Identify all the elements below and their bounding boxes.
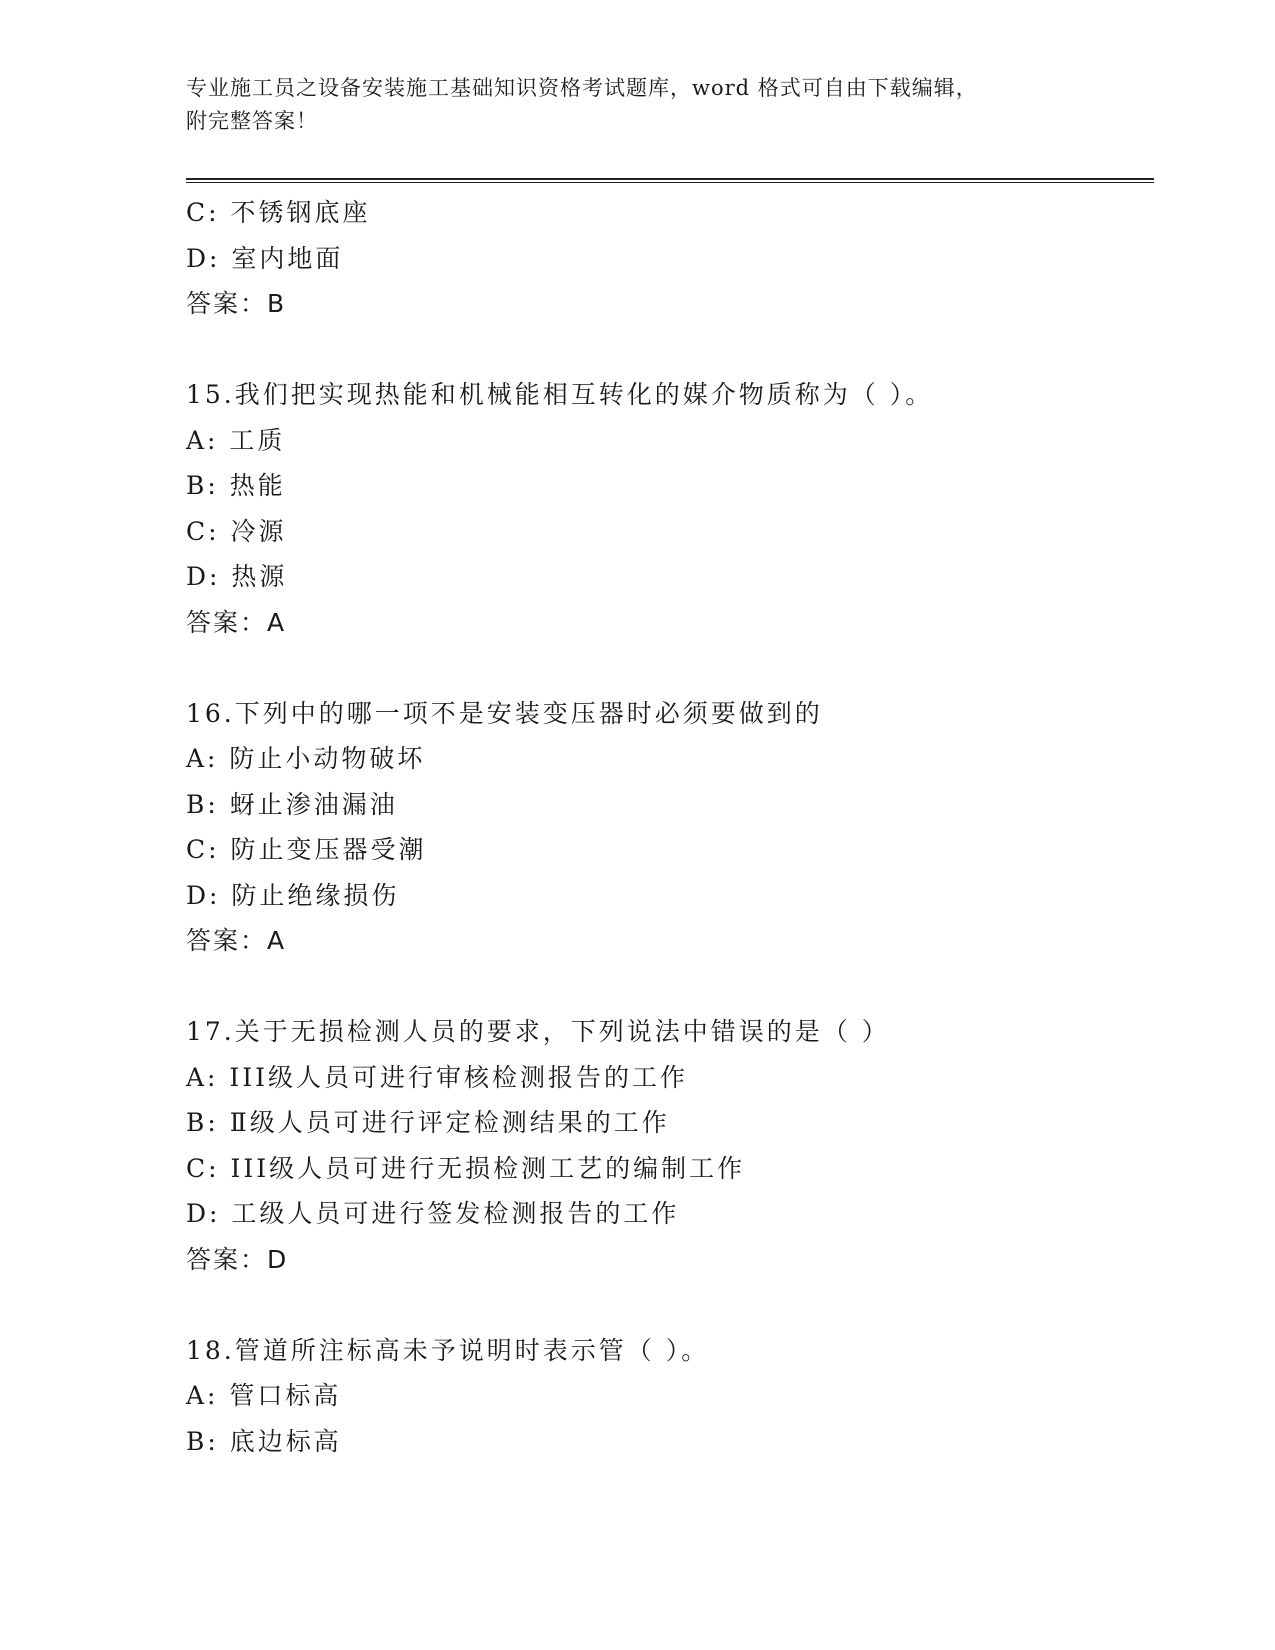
option-b: B: 底边标高: [186, 1426, 342, 1456]
question-stem: 18.管道所注标高未予说明时表示管（ ）。: [186, 1335, 710, 1365]
option-a: A: III级人员可进行审核检测报告的工作: [186, 1062, 689, 1092]
question-list: [186, 190, 1154, 1464]
option-c: C: 冷源: [186, 516, 287, 546]
question-16: [186, 691, 1154, 964]
question-stem: 17.关于无损检测人员的要求，下列说法中错误的是（ ）: [186, 1017, 890, 1046]
answer-line: 答案：B: [186, 289, 287, 318]
header-line-1: 专业施工员之设备安装施工基础知识资格考试题库，word 格式可自由下载编辑，: [186, 76, 978, 100]
option-d: D: 工级人员可进行签发检测报告的工作: [186, 1199, 680, 1228]
header-line-2: 附完整答案！: [186, 109, 318, 133]
question-stem: 15.我们把实现热能和机械能相互转化的媒介物质称为（ ）。: [186, 380, 934, 409]
option-a: A: 防止小动物破坏: [186, 744, 426, 773]
question-14-tail: [186, 190, 1154, 327]
option-c: C: 防止变压器受潮: [186, 835, 427, 864]
spacer: [186, 964, 1154, 1010]
option-c: C: 不锈钢底座: [186, 198, 371, 227]
answer-line: 答案：A: [186, 607, 287, 637]
option-d: D: 防止绝缘损伤: [186, 880, 400, 910]
answer-line: 答案：D: [186, 1244, 289, 1274]
option-a: A: 管口标高: [186, 1381, 342, 1410]
option-a: A: 工质: [186, 425, 286, 455]
header-divider: [186, 178, 1154, 183]
question-15: [186, 372, 1154, 645]
option-b: B: 热能: [186, 471, 286, 500]
document-header: [186, 72, 1066, 138]
option-d: D: 热源: [186, 562, 288, 591]
spacer: [186, 327, 1154, 373]
question-stem: 16.下列中的哪一项不是安装变压器时必须要做到的: [186, 698, 823, 728]
answer-line: 答案：A: [186, 926, 287, 955]
option-b: B: Ⅱ级人员可进行评定检测结果的工作: [186, 1108, 670, 1137]
spacer: [186, 645, 1154, 691]
option-b: B: 蚜止渗油漏油: [186, 789, 398, 819]
option-d: D: 室内地面: [186, 243, 344, 273]
question-17: [186, 1009, 1154, 1282]
question-18: [186, 1328, 1154, 1465]
spacer: [186, 1282, 1154, 1328]
option-c: C: III级人员可进行无损检测工艺的编制工作: [186, 1153, 746, 1183]
